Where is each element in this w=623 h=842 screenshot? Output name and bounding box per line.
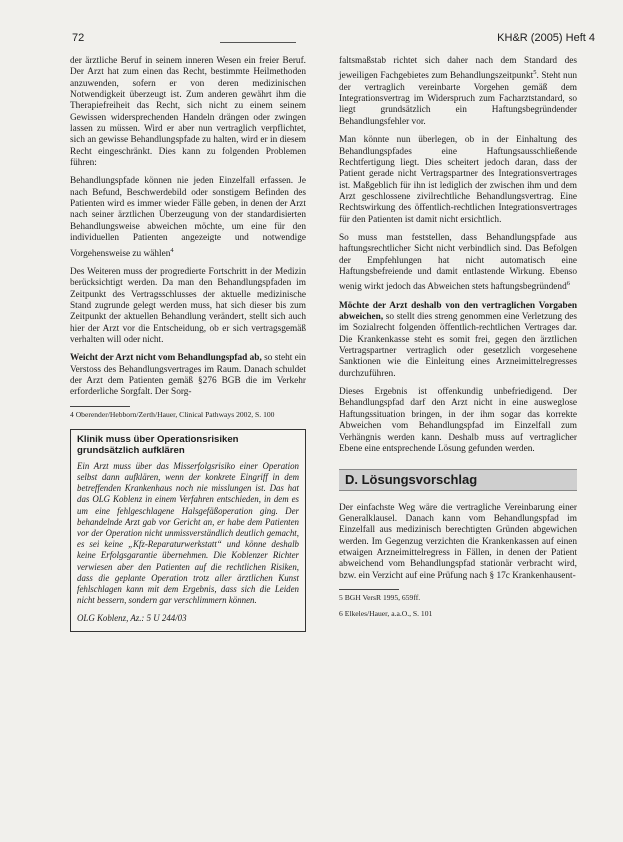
paragraph: Dieses Ergebnis ist offenkundig unbefriedigend. Der Behandlungspfad darf den Arzt nicht in eine ausweglose Haftungssituation bringen, in der ihm sogar das korrekte Abweichen vom Behandlungspfad im Einzelfall zum Verhängnis werden kann. Deshalb muss auf vertraglicher Ebene eine entsprechende Lösung gefunden werden. xyxy=(339,387,577,454)
journal-reference: KH&R (2005) Heft 4 xyxy=(497,32,595,44)
news-box xyxy=(70,429,306,632)
header-rule xyxy=(220,42,296,43)
box-title: Klinik muss über Operationsrisiken grundsätzlich aufklären xyxy=(77,433,239,456)
right-column xyxy=(339,56,577,625)
paragraph: Möchte der Arzt deshalb von den vertraglichen Vorgaben abweichen, so stellt dies streng genommen eine Verletzung des im Sozialrecht folgenden öffentlich-rechtlichen Vertrages dar. Die Krankenkasse steht es somit frei, gegen den ärztlichen Vertragspartner vertraglich oder gesetzlich vorgesehene Sanktionen wie die Einleitung eines Arzneimittelregresses durchzuführen. xyxy=(339,300,577,379)
paragraph: faltsmaßstab richtet sich daher nach dem Standard des jeweiligen Fachgebietes zum Behandlungszeitpunkt$^5$. Steht nun der vertraglich vereinbarte Vorgehen gemäß dem Integrationsvertrag im Widerspruch zum Facharztstandard, so liegt grundsätzlich ein Haftungsbegründender Behandlungsfehler vor. xyxy=(339,56,578,127)
bold-lead: Möchte der Arzt deshalb von den vertraglichen Vorgaben abweichen, xyxy=(339,300,577,323)
footnote-ref: 5 xyxy=(533,69,537,77)
page-number: 72 xyxy=(72,32,85,44)
box-source: OLG Koblenz, Az.: 5 U 244/03 xyxy=(77,613,187,624)
footnote: 6 Elkeles/Hauer, a.a.O., S. 101 xyxy=(339,608,433,618)
paragraph: Behandlungspfade können nie jeden Einzelfall erfassen. Je nach Befund, Beschwerdebild oder sonstigem Befinden des Patienten wird es immer wieder Fälle geben, in denen der Arzt nach seiner ärztlichen Überzeugung von der standardisierten Behandlungsweise abweichen möchte, um eine für den individuellen Patienten angezeigte und notwendige Vorgehensweise zu wählen$^4$ xyxy=(70,176,306,259)
footnote-rule xyxy=(339,589,399,590)
section-heading: D. Lösungsvorschlag xyxy=(339,469,577,490)
paragraph: Des Weiteren muss der progredierte Fortschritt in der Medizin berücksichtigt werden. Da man den Behandlungspfaden im Zeitpunkt des Vertragsschlusses der aktuelle medizinische Stand zugrunde gelegt werden muss, hat sich dieser bis zum Zeitpunkt der aktuellen Behandlung verändert, stellt sich auch hier der Arzt vor die Entscheidung, ob er sich vertragsgemäß verhalten will oder nicht. xyxy=(70,266,306,345)
paragraph: Weicht der Arzt nicht vom Behandlungspfad ab, so steht ein Verstoss des Behandlungsvertrages im Raum. Danach schuldet der Arzt dem Patienten gemäß §276 BGB die im Verkehr erforderliche Sorgfalt. Der Sorg- xyxy=(70,353,307,398)
footnote-ref: 6 xyxy=(566,280,570,288)
running-header xyxy=(72,32,595,46)
left-column xyxy=(70,56,306,632)
box-body: Ein Arzt muss über das Misserfolgsrisiko einer Operation selbst dann aufklären, wenn der konkrete Eingriff in dem betreffenden Krankenhaus noch nie misslungen ist. Das hat das OLG Koblenz in einem Verfahren entschieden, in dem es um eine fehlgeschlagene Halsgefäßoperation ging. Der behandelnde Arzt gab vor Gericht an, er habe dem Patienten vor der Operation nicht unmissverständlich deutlich gemacht, es sei keine „Kfz-Reparaturwerkstatt“ und könne deshalb keine Erfolgsgarantie übernehmen. Die Koblenzer Richter verwiesen aber den Patienten auf die rechtlichen Risiken, dass die geplante Operation trotz aller ärztlichen Kunst fehlschlagen kann mit dem Ergebnis, dass sich die Leiden nicht bessern, sondern gar verschlimmern können. xyxy=(77,460,299,606)
footnote: 4 Oberender/Hebborn/Zerth/Hauer, Clinical Pathways 2002, S. 100 xyxy=(70,409,275,419)
paragraph: So muss man feststellen, dass Behandlungspfade aus haftungsrechtlicher Sicht nicht verbindlich sind. Das Befolgen der Empfehlungen hat nicht automatisch eine Haftungsbefreiende und damit entlastende Wirkung. Ebenso wenig wirkt jedoch das Abweichen stets haftungsbegründend$^6$ xyxy=(339,232,577,293)
bold-lead: Weicht der Arzt nicht vom Behandlungspfad ab, xyxy=(70,353,262,364)
footnote: 5 BGH VersR 1995, 659ff. xyxy=(339,592,421,602)
paragraph: Man könnte nun überlegen, ob in der Einhaltung des Behandlungspfades eine Haftungsausschließende Rechtfertigung liegt. Dies scheitert jedoch daran, dass der Patient gerade nicht Vertragspartner des Integrationsvertrages ist. Maßgeblich für ihn ist lediglich der zwischen ihm und dem Arzt geschlossene zivilrechtliche Behandlungsvertrag. Eine Rechtswirkung des öffentlich-rechtlichen Integrationsvertrages für den Patienten ist damit nicht ersichtlich. xyxy=(339,135,577,225)
footnote-ref: 4 xyxy=(170,246,174,254)
footnote-rule xyxy=(70,406,130,407)
paragraph: der ärztliche Beruf in seinem inneren Wesen ein freier Beruf. Der Arzt hat zum einen das Recht, bestimmte Heilmethoden anzuwenden, sofern er von deren medizinischen Notwendigkeit überzeugt ist. Zum anderen gewährt ihm die Therapiefreiheit das Recht, sich nicht zu einem seinem Gewissen widersprechenden Handeln drängen oder zwingen lassen zu müssen. Wird er aber nun vertraglich verpflichtet, sich an gewisse Behandlungspfade zu halten, wird er in diesem Recht eingeschränkt. Dies kann zu folgenden Problemen führen: xyxy=(70,56,306,169)
paragraph: Der einfachste Weg wäre die vertragliche Vereinbarung einer Generalklausel. Danach kann vom Behandlungspfad im Einzelfall aus medizinisch berechtigten Gründen abgewichen werden. Im Gegenzug verzichten die Krankenkassen auf einen etwaigen Arzneimittelregress in Fällen, in denen der Patient abweichend vom Behandlungspfad stationär verbracht wird, bzw. ein Verzicht auf eine Prüfung nach § 17c Krankenhausent- xyxy=(339,502,577,581)
